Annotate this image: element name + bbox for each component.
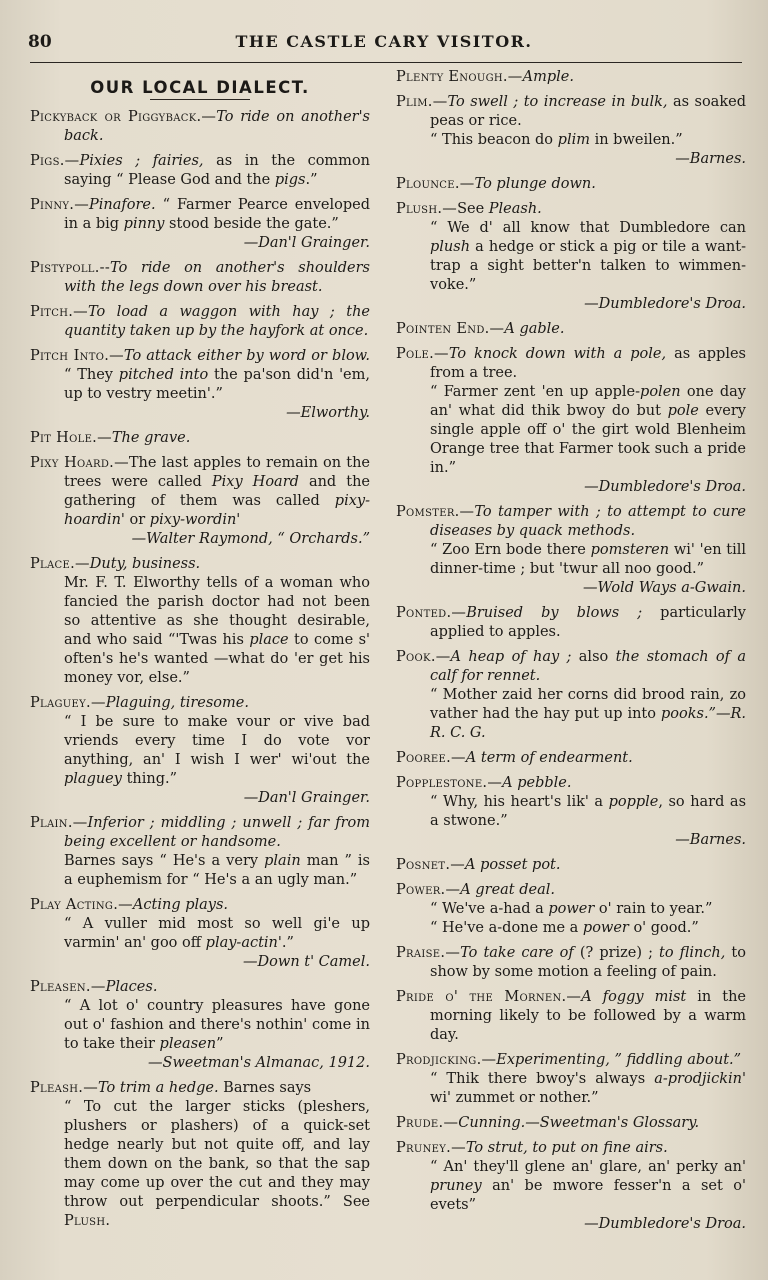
- entry-body: [396, 345, 746, 383]
- entry-text: as apples from a tree.: [430, 346, 746, 381]
- headword: Prude.—: [396, 1115, 459, 1131]
- headword: Pistypoll.--: [30, 260, 111, 276]
- entry-text: as soaked peas or rice.: [430, 94, 746, 129]
- entry-body: [396, 1051, 746, 1070]
- definition: To swell ; to increase in bulk,: [447, 94, 668, 110]
- entry-text: a hedge or stick a pig or tile a want-trap a sight better'n talken to wimmen-voke.”: [430, 239, 746, 293]
- definition: To knock down with a pole,: [448, 346, 667, 362]
- headword: Pigs.—: [30, 153, 80, 169]
- entry-text: or: [124, 512, 150, 528]
- definition: Experimenting, ” fiddling about.”: [496, 1052, 742, 1068]
- dialect-entry: [30, 454, 370, 549]
- headword: Plaguey.—: [30, 695, 106, 711]
- definition: To plunge down.: [474, 176, 596, 192]
- entry-text: The last apples to remain on the trees were called: [64, 455, 370, 490]
- headword: Pit Hole.—: [30, 430, 112, 446]
- definition: A gable.: [504, 321, 565, 337]
- entry-body: [30, 978, 370, 997]
- entry-italic: plush: [430, 239, 471, 255]
- entry-text: every single apple off o' the girt wold Blenheim Orange tree that Farmer took such a pride in.”: [430, 403, 746, 476]
- entry-italic: Pixy Hoard: [211, 474, 299, 490]
- quotation: [396, 383, 746, 478]
- dialect-entry: [30, 978, 370, 1073]
- entry-text: “ This beacon do: [430, 132, 558, 148]
- definition: To strut, to put on fine airs.: [465, 1140, 668, 1156]
- headword: Plounce.—: [396, 176, 475, 192]
- dialect-entry: [396, 1139, 746, 1234]
- headword: Pooree.—: [396, 750, 466, 766]
- dialect-entry: [396, 648, 746, 743]
- definition: Acting plays.: [132, 897, 229, 913]
- entry-text: “ A lot o' country pleasures have gone out o' fashion and there's nothin' come in to take their: [64, 998, 370, 1052]
- definition: Inferior ; middling ; unwell ; far from being excellent or handsome.: [64, 815, 370, 850]
- entry-text: to come s' often's he's wanted —what do 'er get his money vor, else.”: [64, 632, 370, 686]
- entry-italic: power: [548, 901, 595, 917]
- entry-text: (? prize) ;: [573, 945, 660, 961]
- entry-body: [30, 555, 370, 574]
- definition: the stomach of a calf for rennet.: [430, 649, 746, 684]
- dialect-entry: [396, 944, 746, 982]
- quotation: [396, 1158, 746, 1215]
- entry-italic: pitched into: [118, 367, 209, 383]
- entry-italic: power: [582, 920, 629, 936]
- definition: Ample.: [522, 69, 574, 85]
- entry-text: Barnes says “ He's a very: [64, 853, 265, 869]
- entry-text: “ We've a-had a: [430, 901, 549, 917]
- cross-reference: Pleash.: [488, 201, 542, 217]
- attribution: —Elworthy.: [286, 405, 370, 421]
- dialect-entry: [30, 196, 370, 253]
- dialect-entry: [30, 429, 370, 448]
- headword: Pomster.—: [396, 504, 475, 520]
- entry-body: [396, 1139, 746, 1158]
- dialect-entry: [30, 694, 370, 808]
- entry-text: Barnes says: [218, 1080, 312, 1096]
- dialect-entry: [396, 856, 746, 875]
- entry-paragraph: [30, 852, 370, 890]
- entry-body: [30, 1079, 370, 1098]
- entry-text: in the morning likely to be followed by a warm day.: [430, 989, 746, 1043]
- headword: Pruney.—: [396, 1140, 466, 1156]
- entry-text: “ Why, his heart's lik' a: [430, 794, 609, 810]
- title-underline: [150, 99, 250, 100]
- definition: To tamper with ; to attempt to cure diseases by quack methods.: [430, 504, 746, 539]
- definition: Cunning.—Sweetman's Glossary.: [458, 1115, 700, 1131]
- attribution: —Down t' Camel.: [243, 954, 370, 970]
- entry-text: stood beside the gate.”: [164, 216, 339, 232]
- attribution: —Dumbledore's Droa.: [584, 1216, 746, 1232]
- entry-text: “ They: [64, 367, 119, 383]
- entry-italic: pigs: [274, 172, 306, 188]
- entry-text: in bweilen.”: [589, 132, 683, 148]
- entry-text: , so hard as a stwone.”: [430, 794, 746, 829]
- entry-text: “ An' they'll glene an' glare, an' perky an': [430, 1159, 746, 1175]
- dialect-entry: [396, 175, 746, 194]
- headword: Pickyback or Piggyback.—: [30, 109, 217, 125]
- entry-italic: pomsteren: [590, 542, 670, 558]
- entry-text: Mr. F. T. Elworthy tells of a woman who fancied the parish doctor had not been so attentive as she thought desirable, and who said “'Twas his: [64, 575, 370, 648]
- headword: Prodjicking.—: [396, 1052, 497, 1068]
- right-column: [396, 68, 746, 1268]
- entry-text: an' be mwore fesser'n a set o' evets”: [430, 1178, 746, 1213]
- dialect-entry: [30, 347, 370, 423]
- headword: Pitch Into.—: [30, 348, 124, 364]
- quotation: [396, 919, 746, 938]
- entry-text: “ Zoo Ern bode there: [430, 542, 591, 558]
- entry-text: also: [571, 649, 616, 665]
- dialect-entry: [396, 749, 746, 768]
- quotation: [30, 713, 370, 789]
- cross-reference: Plush.: [64, 1213, 111, 1229]
- entry-italic: a-prodjickin': [654, 1071, 746, 1087]
- quotation: [396, 131, 746, 150]
- quotation: [396, 900, 746, 919]
- entry-text: the pa'son did'n 'em, up to vestry meetin'.”: [64, 367, 370, 402]
- headword: Pleasen.—: [30, 979, 106, 995]
- definition: To ride on another's shoulders with the legs down over his breast.: [64, 260, 370, 295]
- definition: A heap of hay ;: [450, 649, 572, 665]
- entry-body: [30, 694, 370, 713]
- headword: Pole.—: [396, 346, 449, 362]
- entry-text: .”: [305, 172, 318, 188]
- entry-text: .”: [281, 935, 294, 951]
- definition: A pebble.: [502, 775, 572, 791]
- headword: Plenty Enough.—: [396, 69, 523, 85]
- dialect-entry: [30, 108, 370, 146]
- entry-text: to show by some motion a feeling of pain.: [430, 945, 746, 980]
- entry-text: particularly applied to apples.: [430, 605, 746, 640]
- definition: To load a waggon with hay ; the quantity taken up by the hayfork at once.: [64, 304, 370, 339]
- headword: Posnet.—: [396, 857, 466, 873]
- dialect-entry: [30, 303, 370, 341]
- quotation: [396, 793, 746, 831]
- running-title: THE CASTLE CARY VISITOR.: [235, 32, 533, 51]
- attribution: —Dumbledore's Droa.: [584, 479, 746, 495]
- entry-paragraph: [30, 574, 370, 688]
- headword: Pointen End.—: [396, 321, 505, 337]
- header-rule: [30, 62, 742, 63]
- headword: Plush.—: [396, 201, 458, 217]
- dialect-entry: [396, 774, 746, 850]
- dialect-entry: [396, 345, 746, 497]
- definition: Duty, business.: [89, 556, 201, 572]
- attribution: —Barnes.: [675, 151, 746, 167]
- definition: To take care of: [460, 945, 574, 961]
- headword: Pleash.—: [30, 1080, 98, 1096]
- quotation: [30, 997, 370, 1054]
- entry-text: wi' zummet or nother.”: [430, 1090, 599, 1106]
- entry-text: “ I be sure to make vour or vive bad vriends every time I do vote vor anything, an' I wish I wer' wi'out the: [64, 714, 370, 768]
- entry-body: [30, 347, 370, 404]
- headword: Pinny.—: [30, 197, 90, 213]
- entry-italic: popple: [608, 794, 659, 810]
- entry-body: [396, 93, 746, 131]
- dialect-entry: [396, 93, 746, 169]
- dialect-entry: [396, 200, 746, 314]
- entry-body: [30, 814, 370, 852]
- quotation: [30, 915, 370, 953]
- entry-italic: pinny: [123, 216, 165, 232]
- quotation: [396, 1070, 746, 1108]
- dialect-entry: [396, 881, 746, 938]
- entry-italic: plaguey: [64, 771, 122, 787]
- attribution: —Barnes.: [675, 832, 746, 848]
- entry-text: man ” is a euphemism for “ He's a an ugly man.”: [64, 853, 370, 888]
- dialect-entry: [396, 604, 746, 642]
- left-column: [30, 68, 370, 1268]
- page-number: 80: [28, 32, 52, 52]
- dialect-entry: [30, 1079, 370, 1231]
- entry-body: [396, 881, 746, 900]
- entry-text: ”: [216, 1036, 224, 1052]
- dialect-entry: [30, 259, 370, 297]
- attribution: —Walter Raymond, “ Orchards.”: [131, 531, 370, 547]
- entry-text: “ Thik there bwoy's always: [430, 1071, 655, 1087]
- dialect-entry: [396, 1114, 746, 1133]
- entry-italic: pixy-hoardin': [64, 493, 370, 528]
- definition: The grave.: [111, 430, 191, 446]
- definition: A posset pot.: [465, 857, 561, 873]
- dialect-entry: [396, 988, 746, 1045]
- definition: Pinafore.: [89, 197, 156, 213]
- quotation: [396, 219, 746, 295]
- entry-italic: plim: [557, 132, 590, 148]
- definition: A foggy mist: [581, 989, 687, 1005]
- definition: To ride on another's back.: [64, 109, 370, 144]
- dialect-entry: [396, 68, 746, 87]
- definition: Plaguing, tiresome.: [105, 695, 249, 711]
- headword: Place.—: [30, 556, 90, 572]
- definition: A great deal.: [460, 882, 555, 898]
- page-header: [28, 28, 740, 58]
- headword: Pride o' the Mornen.—: [396, 989, 582, 1005]
- entry-text: “ Farmer Pearce enveloped in a big: [64, 197, 370, 232]
- entry-text: “ Mother zaid her corns did brood rain, zo vather had the hay put up into: [430, 687, 746, 722]
- definition: to flinch,: [659, 945, 726, 961]
- definition: Bruised by blows ;: [466, 605, 643, 621]
- entry-italic: pole: [667, 403, 699, 419]
- entry-italic: pleasen: [159, 1036, 217, 1052]
- headword: Pitch.—: [30, 304, 88, 320]
- entry-italic: polen: [640, 384, 681, 400]
- entry-text: See: [457, 201, 489, 217]
- headword: Plim.—: [396, 94, 448, 110]
- entry-italic: pooks: [660, 706, 704, 722]
- dialect-entry: [30, 555, 370, 688]
- headword: Play Acting.—: [30, 897, 133, 913]
- entry-text: thing.”: [121, 771, 178, 787]
- quotation: [396, 686, 746, 743]
- headword: Pook.—: [396, 649, 451, 665]
- headword: Praise.—: [396, 945, 461, 961]
- entry-text: wi' 'en till dinner-time ; but 'twur all noo good.”: [430, 542, 746, 577]
- entry-italic: plain: [264, 853, 301, 869]
- definition: To attack either by word or blow.: [123, 348, 370, 364]
- definition: Pixies ; fairies,: [79, 153, 204, 169]
- entry-text: o' rain to year.”: [594, 901, 713, 917]
- entry-body: [30, 896, 370, 915]
- dialect-entry: [30, 814, 370, 890]
- quotation: [30, 1098, 370, 1231]
- entry-italic: pixy-wordin': [149, 512, 241, 528]
- section-title: OUR LOCAL DIALECT.: [90, 78, 310, 97]
- headword: Power.—: [396, 882, 461, 898]
- entry-body: [30, 196, 370, 234]
- entry-text: and the gathering of them was called: [64, 474, 370, 509]
- dialect-entry: [30, 896, 370, 972]
- entry-italic: place: [249, 632, 289, 648]
- attribution: —Sweetman's Almanac, 1912.: [148, 1055, 370, 1071]
- quotation: [396, 541, 746, 579]
- dialect-entry: [396, 320, 746, 339]
- attribution: —Dumbledore's Droa.: [584, 296, 746, 312]
- entry-body: [396, 774, 746, 793]
- entry-text: “ He've a-done me a: [430, 920, 583, 936]
- headword: Plain.—: [30, 815, 88, 831]
- attribution: —Wold Ways a-Gwain.: [583, 580, 746, 596]
- entry-body: [396, 648, 746, 686]
- entry-text: one day an' what did thik bwoy do but: [430, 384, 746, 419]
- headword: Ponted.—: [396, 605, 467, 621]
- entry-body: [30, 454, 370, 530]
- entry-text: .”—R. R. C. G.: [430, 706, 746, 741]
- definition: Places.: [105, 979, 158, 995]
- dialect-entry: [30, 152, 370, 190]
- entry-italic: play-actin': [205, 935, 282, 951]
- dialect-entry: [396, 1051, 746, 1108]
- entry-italic: pruney: [430, 1178, 482, 1194]
- headword: Popplestone.—: [396, 775, 503, 791]
- entry-text: “ Farmer zent 'en up apple-: [430, 384, 641, 400]
- entry-text: “ A vuller mid most so well gi'e up varmin' an' goo off: [64, 916, 370, 951]
- dialect-entry: [396, 503, 746, 598]
- entry-text: “ To cut the larger sticks (pleshers, plushers or plashers) of a quick-set hedge nearly but not quite off, and lay them down on the bank, so that the sap may come up over the cut and they may throw out perpendicular shoots.” See: [64, 1099, 370, 1210]
- definition: To trim a hedge.: [98, 1080, 219, 1096]
- headword: Pixy Hoard.—: [30, 455, 129, 471]
- entry-text: as in the common saying “ Please God and the: [64, 153, 370, 188]
- entry-text: o' good.”: [628, 920, 699, 936]
- entry-body: [396, 503, 746, 541]
- definition: A term of endearment.: [465, 750, 633, 766]
- attribution: —Dan'l Grainger.: [243, 235, 370, 251]
- attribution: —Dan'l Grainger.: [243, 790, 370, 806]
- entry-text: “ We d' all know that Dumbledore can: [430, 220, 746, 236]
- entry-body: [396, 200, 746, 219]
